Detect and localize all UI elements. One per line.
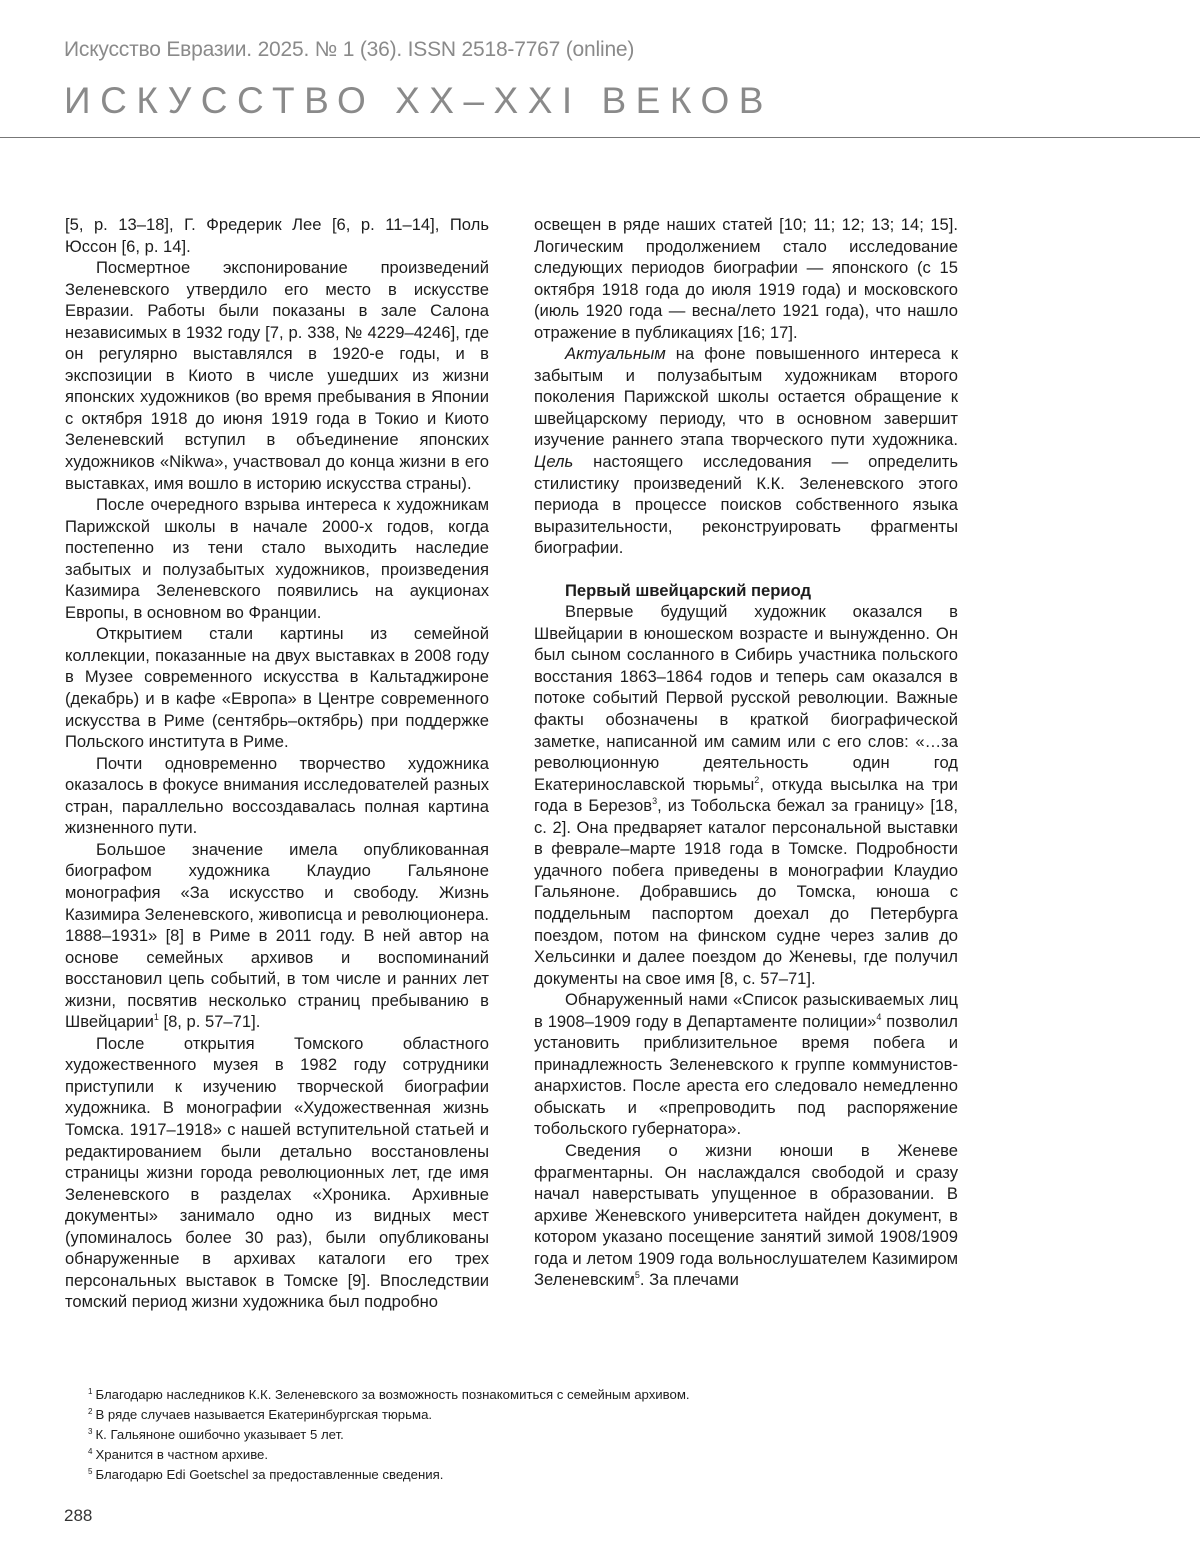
paragraph: После открытия Томского областного художественного музея в 1982 году сотрудники приступили к изучению творческой биографии художника. В монографии «Художественная жизнь Томска. 1917–1918» с нашей вступительной статьей и редактированием были детально восстановлены страницы жизни города революционных лет, где имя Зеленевского в разделах «Хроника. Архивные документы» занимало одно из видных мест (упоминалось более 30 раз), были опубликованы обнаруженные в архивах каталоги его трех персональных выставок в Томске [9]. Впоследствии томский период жизни художника был подробно <box>65 1033 489 1312</box>
paragraph: Почти одновременно творчество художника оказалось в фокусе внимания исследователей разных стран, параллельно воссоздавалась полная картина жизненного пути. <box>65 753 489 838</box>
footnote-4 <box>88 1445 988 1465</box>
text-run: , откуда высылка на три года в Березов <box>534 774 958 816</box>
paragraph <box>534 1140 958 1291</box>
footnote-number: 3 <box>88 1427 93 1436</box>
emphasis: Актуальным <box>565 344 666 364</box>
section-subheading: Первый швейцарский период <box>565 580 812 600</box>
running-title: Искусство Евразии. 2025. № 1 (36). ISSN 2518-7767 (online) <box>64 38 635 61</box>
footnote-text: Благодарю наследников К.К. Зеленевского за возможность познакомиться с семейным архивом. <box>95 1387 690 1402</box>
text-run: позволил установить приблизительное время побега и принадлежность Зеленевского к группе коммунистов-анархистов. После ареста его следовало немедленно обыскать и «препроводить под распоряжение тобольского губернатора». <box>534 1011 958 1139</box>
footnote-ref[interactable]: 5 <box>634 1270 640 1281</box>
text-run: Обнаруженный нами «Список разыскиваемых лиц в 1908–1909 году в Департаменте полиции» <box>534 990 958 1031</box>
section-title: ИСКУССТВО XX–XXI ВЕКОВ <box>64 80 773 121</box>
footnote-text: Благодарю Edi Goetschel за предоставленные сведения. <box>95 1467 444 1482</box>
paragraph: После очередного взрыва интереса к художникам Парижской школы в начале 2000-х годов, когда постепенно из тени стало выходить наследие забытых и полузабытых художников, произведения Казимира Зеленевского появились на аукционах Европы, в основном во Франции. <box>65 495 489 622</box>
footnote-number: 2 <box>88 1407 93 1416</box>
footnote-number: 5 <box>88 1467 93 1476</box>
paragraph <box>534 601 958 989</box>
footnote-ref[interactable]: 1 <box>153 1012 159 1023</box>
footnote-text: К. Гальяноне ошибочно указывает 5 лет. <box>95 1427 344 1442</box>
text-run: настоящего исследования — определить стилистику произведений К.К. Зеленевского этого периода в процессе поисков собственного языка выразительности, реконструировать фрагменты биографии. <box>534 452 958 558</box>
header-divider <box>0 137 1200 138</box>
text-run: . За плечами <box>639 1270 739 1290</box>
footnote-3 <box>88 1425 988 1445</box>
right-column <box>534 214 958 1291</box>
text-run: Большое значение имела опубликованная биографом художника Клаудио Гальяноне монография «За искусство и свободу. Жизнь Казимира Зеленевского, живописца и революционера. 1888–1931» [8] в Риме в 2011 году. В ней автор на основе семейных архивов и воспоминаний восстановил цепь событий, в том числе и ранних лет жизни, посвятив несколько страниц пребыванию в Швейцарии <box>65 839 489 1032</box>
footnote-number: 4 <box>88 1447 93 1456</box>
text-run: [8, p. 57–71]. <box>158 1012 261 1032</box>
footnote-text: В ряде случаев называется Екатеринбургская тюрьма. <box>95 1407 433 1422</box>
paragraph: [5, p. 13–18], Г. Фредерик Лее [6, p. 11–14], Поль Юссон [6, p. 14]. <box>65 215 489 256</box>
paragraph: Открытием стали картины из семейной коллекции, показанные на двух выставках в 2008 году в Музее современного искусства в Кальтаджироне (декабрь) и в кафе «Европа» в Центре современного искусства в Риме (сентябрь–октябрь) при поддержке Польского института в Риме. <box>65 624 489 752</box>
footnotes <box>88 1385 988 1485</box>
paragraph <box>65 839 489 1033</box>
footnote-2 <box>88 1405 988 1425</box>
footnote-ref[interactable]: 4 <box>876 1011 882 1022</box>
text-run: Впервые будущий художник оказался в Швейцарии в юношеском возрасте и вынужденно. Он был сыном сосланного в Сибирь участника польского восстания 1863–1864 годов и теперь сам оказался в потоке событий Первой русской революции. Важные факты обозначены в краткой биографической заметке, написанной им самим или с его слов: «…за революционную деятельность один год Екатеринославской тюрьмы <box>534 602 958 794</box>
paragraph: освещен в ряде наших статей [10; 11; 12; 13; 14; 15]. Логическим продолжением стало исследование следующих периодов биографии — японского (с 15 октября 1918 года до июля 1919 года) и московского (июль 1920 года — весна/лето 1921 года), что нашло отражение в публикациях [16; 17]. <box>534 215 958 342</box>
emphasis: Цель <box>534 452 574 472</box>
page-number: 288 <box>64 1506 93 1525</box>
paragraph: Посмертное экспонирование произведений Зеленевского утвердило его место в искусстве Евразии. Работы были показаны в зале Салона независимых в 1932 году [7, p. 338, № 4229–4246], где он регулярно выставлялся в 1920-е годы, и в экспозиции в Киото в числе ушедших из жизни японских художников (во время пребывания в Японии с октября 1918 до июня 1919 года в Токио и Киото Зеленевский вступил в объединение японских художников «Nikwa», участвовал до конца жизни в его выставках, имя вошло в историю искусства страны). <box>65 258 489 493</box>
paragraph <box>534 989 958 1140</box>
footnote-number: 1 <box>88 1387 93 1396</box>
footnote-5 <box>88 1465 988 1485</box>
text-run: на фоне повышенного интереса к забытым и полузабытым художникам второго поколения Парижской школы остается обращение к швейцарскому периоду, что в основном завершит изучение раннего этапа творческого пути художника. <box>534 344 958 450</box>
text-run: Сведения о жизни юноши в Женеве фрагментарны. Он наслаждался свободой и сразу начал наверстывать упущенное в образовании. В архиве Женевского университета найден документ, в котором указано посещение занятий зимой 1908/1909 года и летом 1909 года вольнослушателем Казимиром Зеленевским <box>534 1140 958 1290</box>
left-column <box>65 214 489 1313</box>
footnote-ref[interactable]: 3 <box>652 796 658 807</box>
paragraph <box>534 343 958 558</box>
footnote-ref[interactable]: 2 <box>754 774 760 785</box>
footnote-1 <box>88 1385 988 1405</box>
text-run: , из Тобольска бежал за границу» [18, с. 2]. Она предваряет каталог персональной выставки в феврале–марте 1918 года в Томске. Подробности удачного побега приведены в монографии Клаудио Гальяноне. Добравшись до Томска, юноша с поддельным паспортом доехал до Петербурга поездом, потом на финском судне через залив до Хельсинки и далее поездом до Женевы, где получил документы на свое имя [8, с. 57–71]. <box>534 796 958 988</box>
footnote-text: Хранится в частном архиве. <box>95 1447 269 1462</box>
